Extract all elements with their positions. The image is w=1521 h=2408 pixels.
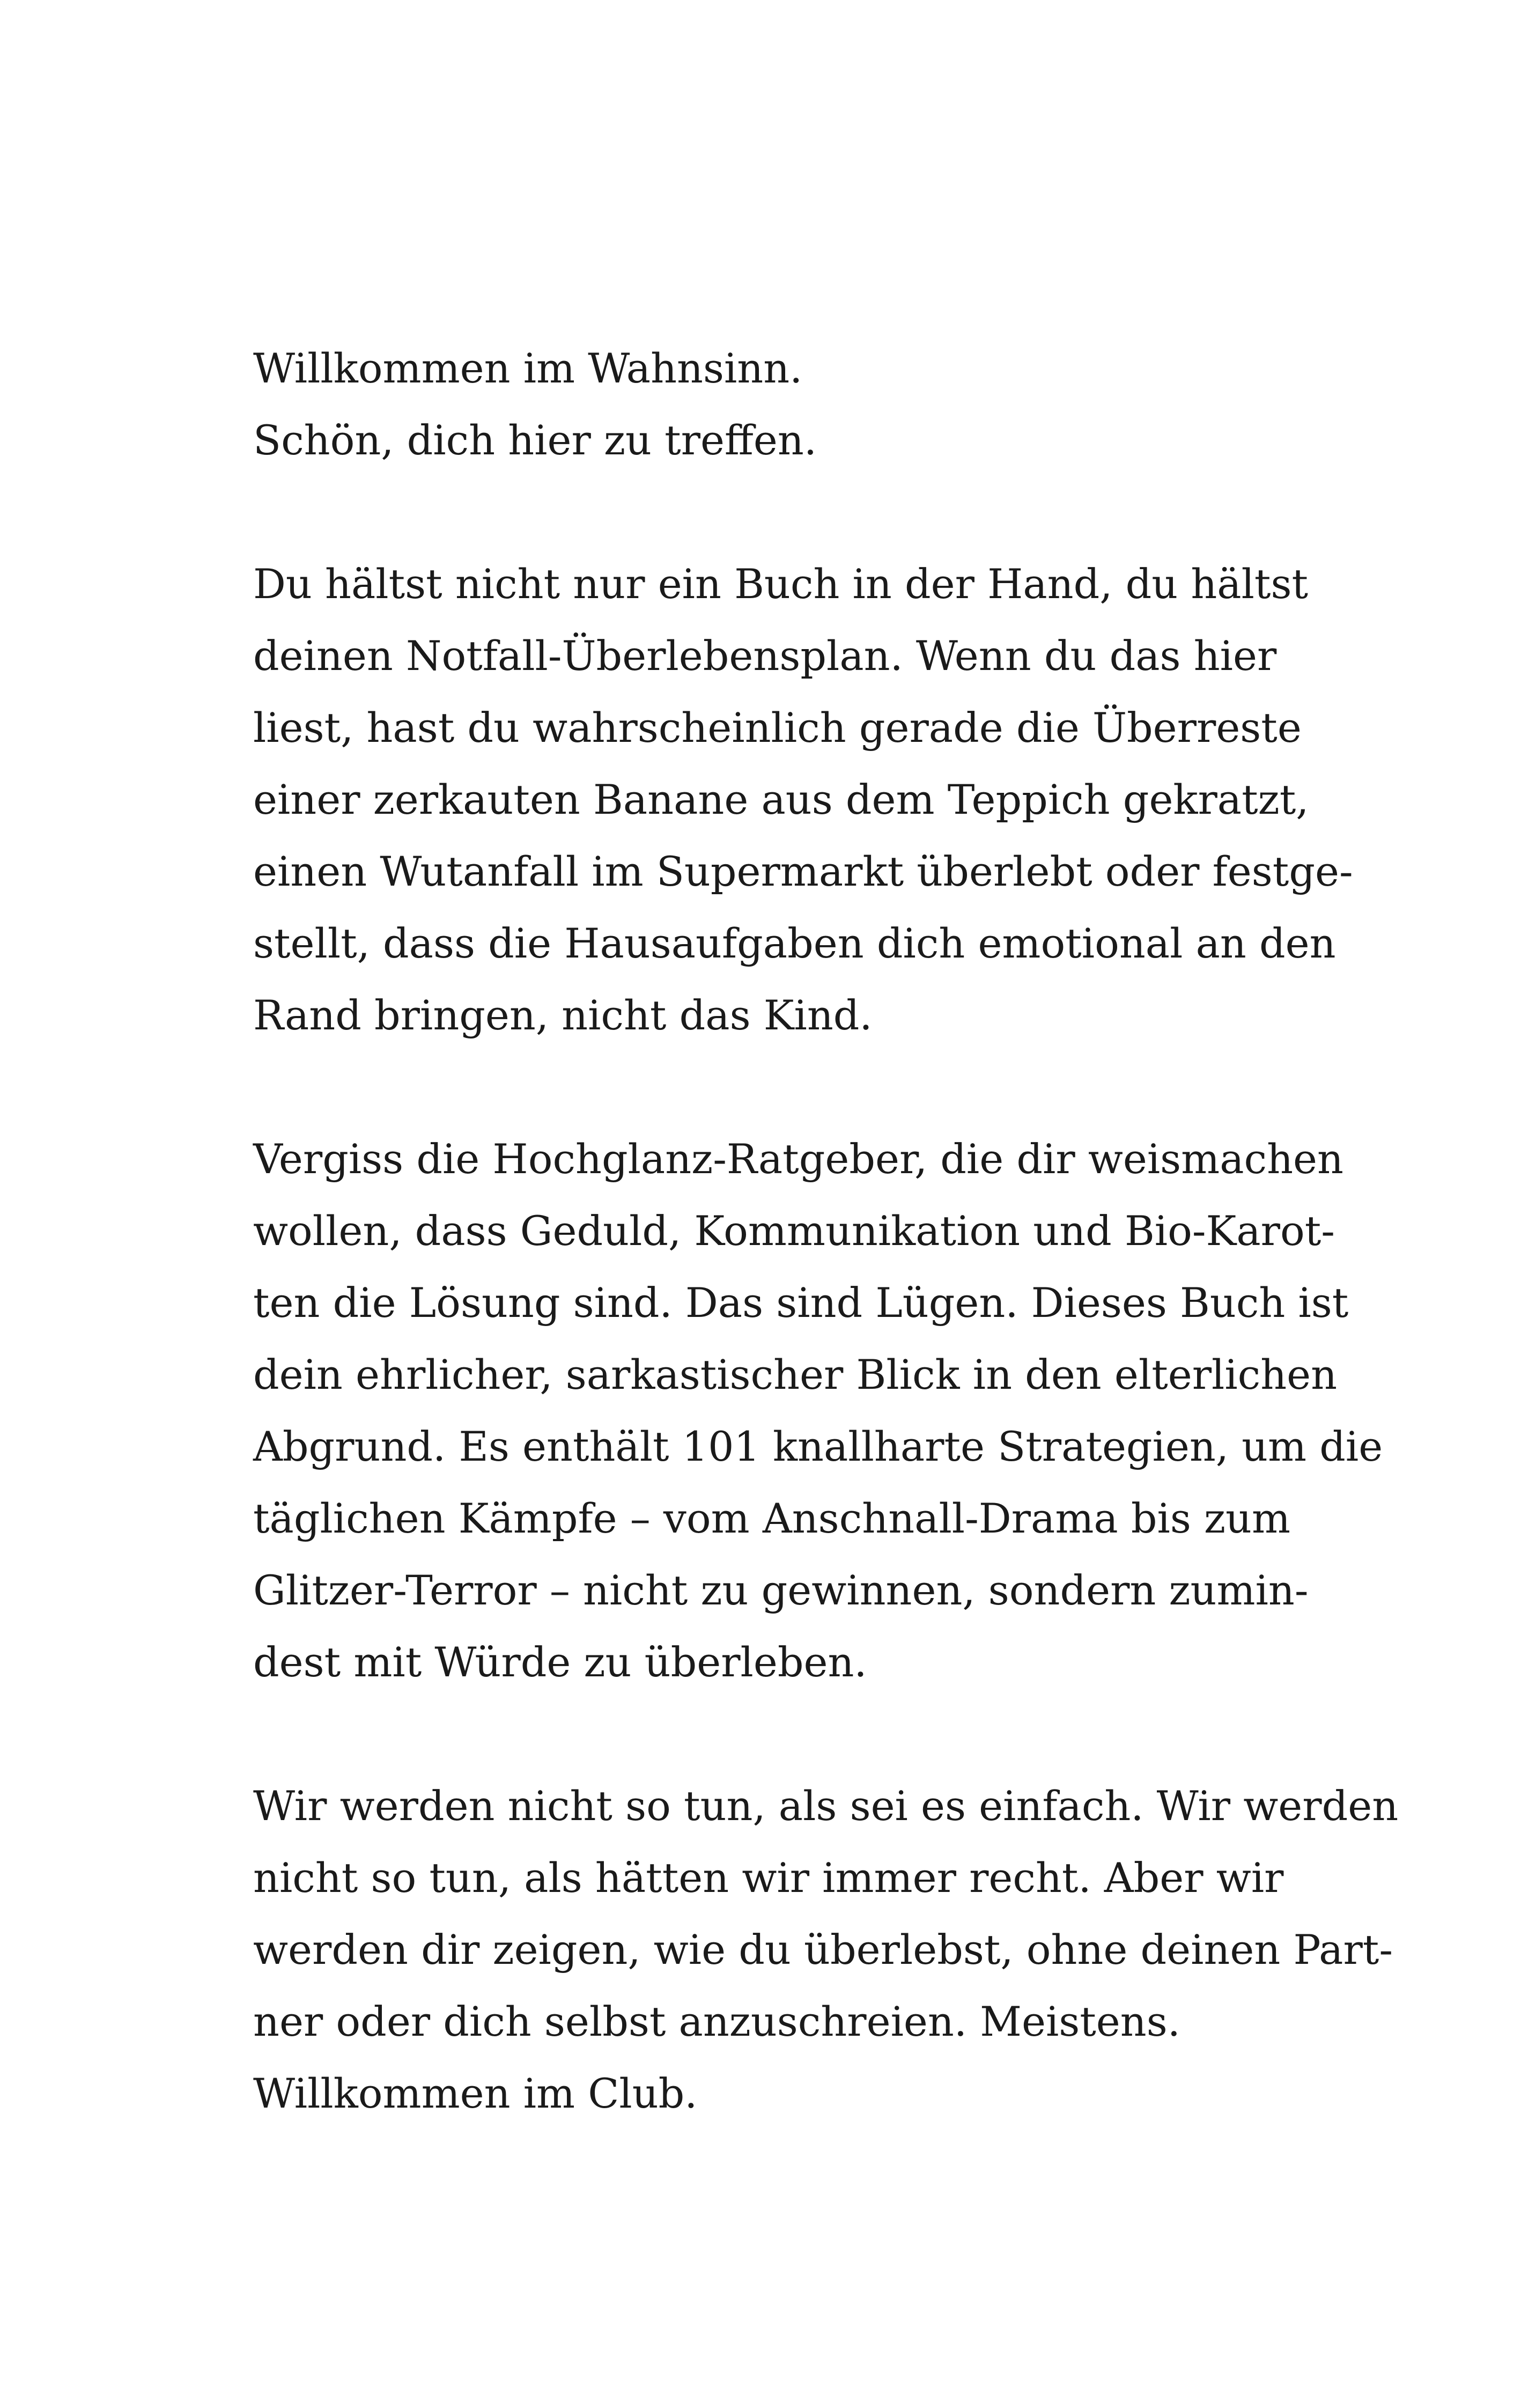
text-line: nicht so tun, als hätten wir immer recht. Aber wir <box>253 1854 1284 1902</box>
text-line: ner oder dich selbst anzuschreien. Meistens. <box>253 1998 1180 2045</box>
text-line: liest, hast du wahrscheinlich gerade die Überreste <box>253 704 1302 752</box>
text-line: Vergiss die Hochglanz-Ratgeber, die dir weismachen <box>253 1135 1343 1183</box>
text-line: Rand bringen, nicht das Kind. <box>253 991 873 1039</box>
text-line: deinen Notfall-Überlebensplan. Wenn du das hier <box>253 632 1277 680</box>
intro-paragraph <box>253 548 1406 1051</box>
text-line: werden dir zeigen, wie du überlebst, ohne deinen Part- <box>253 1926 1393 1973</box>
page-text <box>253 333 1406 2201</box>
text-line: Glitzer-Terror – nicht zu gewinnen, sondern zumin- <box>253 1566 1309 1614</box>
text-line: Abgrund. Es enthält 101 knallharte Strategien, um die <box>253 1423 1383 1470</box>
text-line: Schön, dich hier zu treffen. <box>253 416 817 464</box>
text-line: einen Wutanfall im Supermarkt überlebt oder festge- <box>253 848 1353 895</box>
text-line: Willkommen im Club. <box>253 2070 698 2117</box>
text-line: ten die Lösung sind. Das sind Lügen. Dieses Buch ist <box>253 1279 1349 1327</box>
greeting-paragraph <box>253 333 1406 476</box>
text-line: Willkommen im Wahnsinn. <box>253 344 803 392</box>
text-line: dest mit Würde zu überleben. <box>253 1638 867 1686</box>
text-line: wollen, dass Geduld, Kommunikation und Bio-Karot- <box>253 1207 1335 1255</box>
strategy-paragraph <box>253 1123 1406 1698</box>
text-line: Du hältst nicht nur ein Buch in der Hand, du hältst <box>253 560 1308 608</box>
text-line: Wir werden nicht so tun, als sei es einfach. Wir werden <box>253 1782 1399 1830</box>
text-line: stellt, dass die Hausaufgaben dich emotional an den <box>253 919 1336 967</box>
closing-paragraph <box>253 1770 1406 2130</box>
text-line: täglichen Kämpfe – vom Anschnall-Drama bis zum <box>253 1494 1291 1542</box>
text-line: dein ehrlicher, sarkastischer Blick in den elterlichen <box>253 1351 1338 1398</box>
text-line: einer zerkauten Banane aus dem Teppich gekratzt, <box>253 776 1309 823</box>
